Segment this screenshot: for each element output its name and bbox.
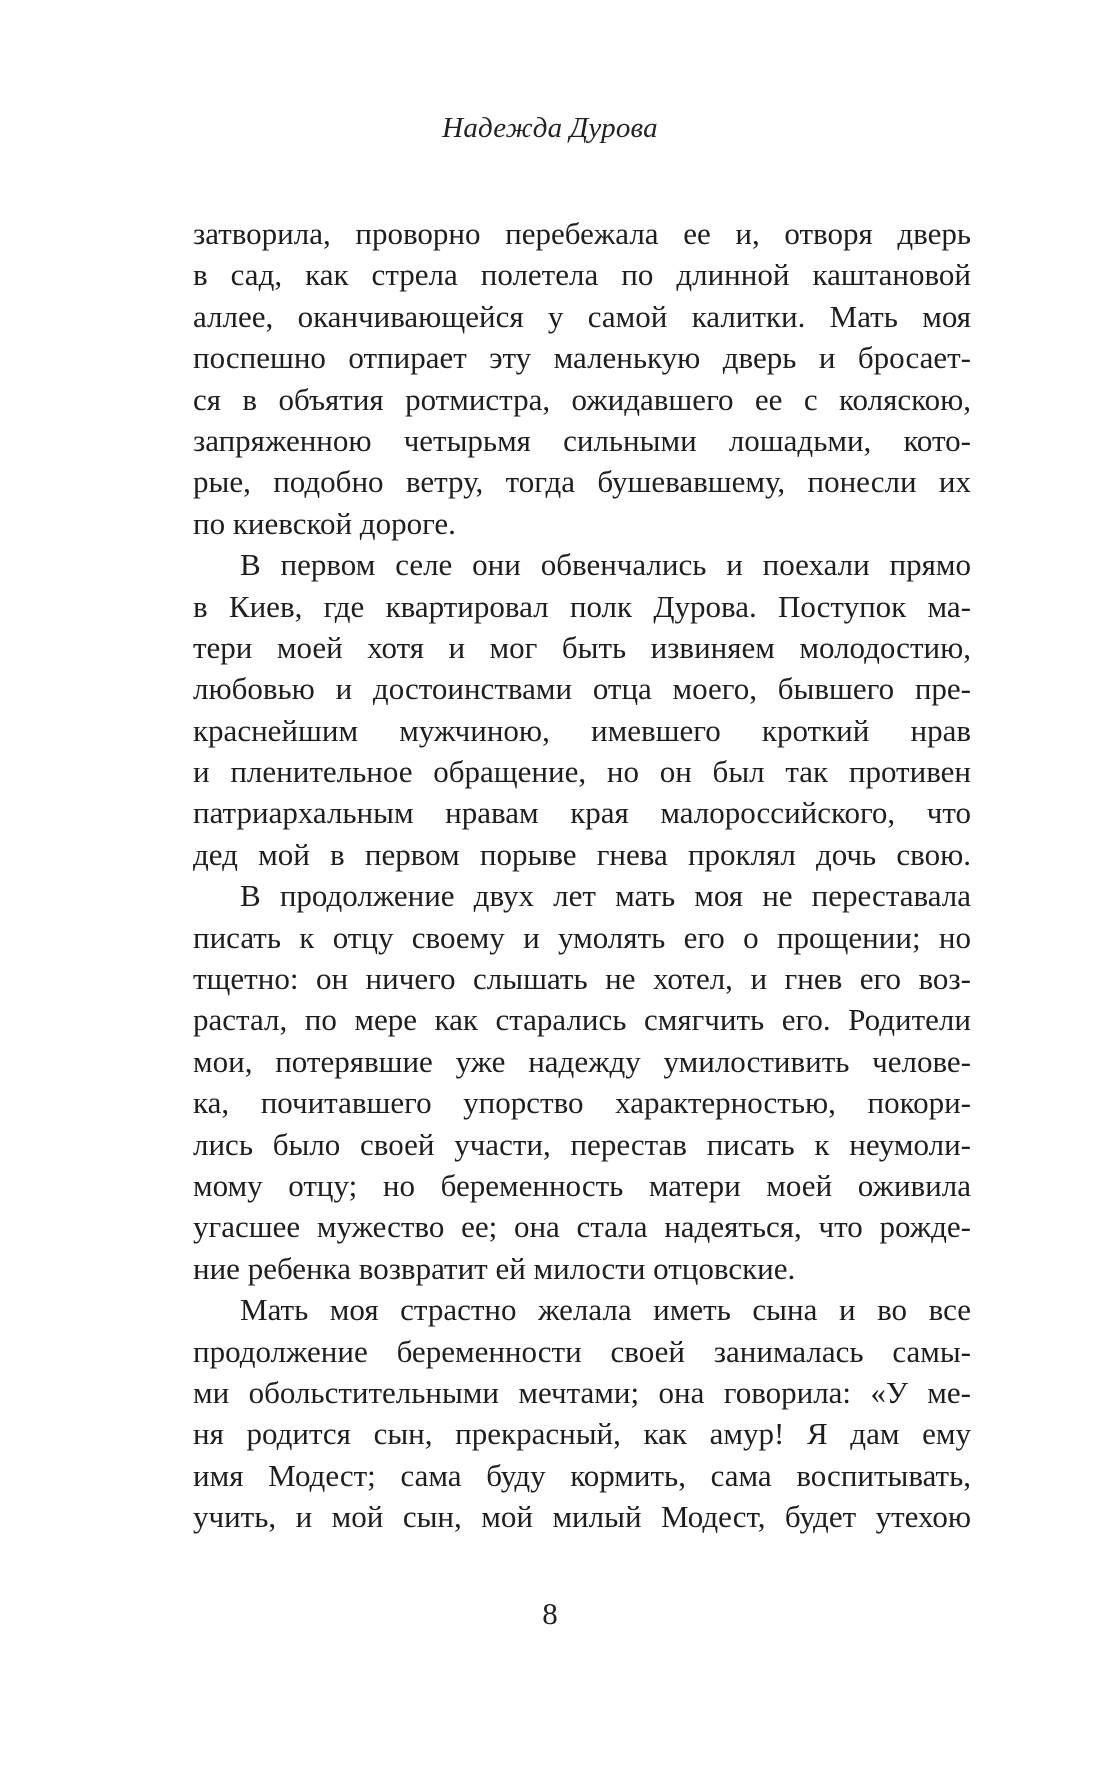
text-line: имя Модест; сама буду кормить, сама воспитывать,: [193, 1457, 971, 1493]
text-line: в Киев, где квартировал полк Дурова. Поступок ма-: [193, 588, 971, 624]
text-line: ня родится сын, прекрасный, как амур! Я дам ему: [193, 1416, 971, 1452]
text-line: лись было своей участи, перестав писать к неумоли-: [193, 1126, 971, 1162]
text-line: ся в объятия ротмистра, ожидавшего ее с коляскою,: [193, 381, 971, 417]
text-line: тщетно: он ничего слышать не хотел, и гнев его воз-: [193, 961, 971, 997]
text-line: учить, и мой сын, мой милый Модест, будет утехою: [193, 1499, 971, 1535]
body-text: [193, 213, 971, 1538]
text-line: ми обольстительными мечтами; она говорила: «У ме-: [193, 1374, 971, 1410]
text-line: дед мой в первом порыве гнева проклял дочь свою.: [193, 836, 971, 872]
text-line: угасшее мужество ее; она стала надеяться, что рожде-: [193, 1209, 971, 1245]
text-line: писать к отцу своему и умолять его о прощении; но: [193, 919, 971, 955]
text-line: тери моей хотя и мог быть извиняем молодостию,: [193, 629, 971, 665]
text-line: рые, подобно ветру, тогда бушевавшему, понесли их: [193, 464, 971, 500]
text-line: продолжение беременности своей занималась самы-: [193, 1333, 971, 1369]
running-head-author: Надежда Дурова: [442, 112, 658, 144]
text-line: краснейшим мужчиною, имевшего кроткий нрав: [193, 712, 971, 748]
text-line-paragraph-start: В первом селе они обвенчались и поехали прямо: [240, 547, 971, 583]
text-line: в сад, как стрела полетела по длинной каштановой: [193, 257, 971, 293]
text-line: растал, по мере как старались смягчить его. Родители: [193, 1002, 971, 1038]
text-line: затворила, проворно перебежала ее и, отворя дверь: [193, 216, 971, 251]
text-line: поспешно отпирает эту маленькую дверь и бросает-: [193, 340, 971, 376]
text-line-paragraph-end: по киевской дороге.: [193, 505, 456, 541]
text-line-paragraph-start: В продолжение двух лет мать моя не переставала: [240, 878, 971, 914]
text-line: патриархальным нравам края малороссийского, что: [193, 795, 971, 831]
text-line: запряженною четырьмя сильными лошадьми, кото-: [193, 422, 971, 458]
page-number: 8: [542, 1596, 558, 1631]
text-line: мои, потерявшие уже надежду умилостивить челове-: [193, 1043, 971, 1079]
text-line: ка, почитавшего упорство характерностью, покори-: [193, 1085, 971, 1121]
text-line-paragraph-start: Мать моя страстно желала иметь сына и во все: [240, 1292, 971, 1328]
text-line: любовью и достоинствами отца моего, бывшего пре-: [193, 671, 971, 707]
text-line: аллее, оканчивающейся у самой калитки. Мать моя: [193, 298, 971, 334]
text-line: и пленительное обращение, но он был так противен: [193, 754, 971, 790]
text-line: мому отцу; но беременность матери моей оживила: [193, 1167, 971, 1203]
text-line-paragraph-end: ние ребенка возвратит ей милости отцовские.: [193, 1250, 796, 1286]
